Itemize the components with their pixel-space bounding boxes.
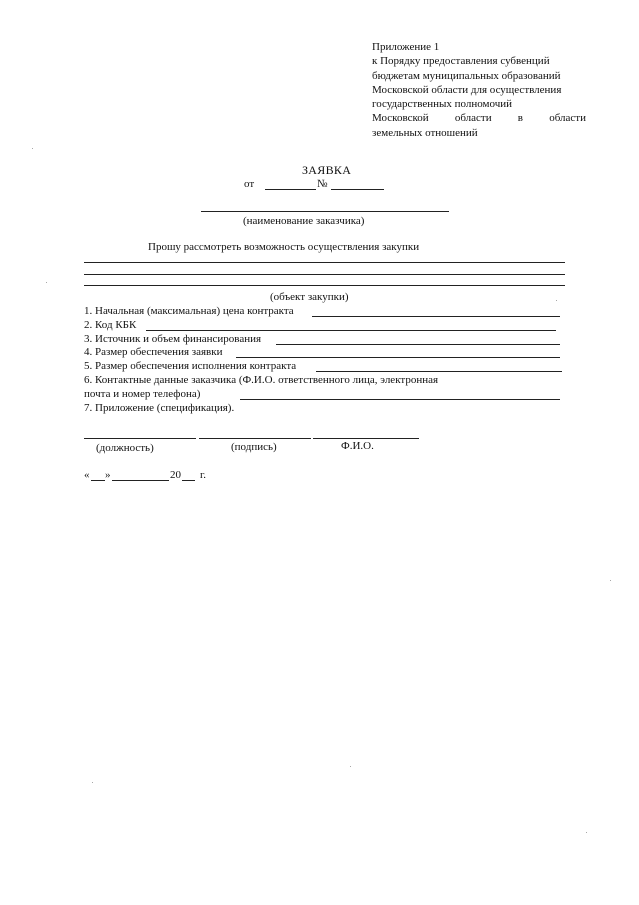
bid-security-line[interactable] [236,357,560,358]
scan-speck [92,782,93,783]
customer-name-line[interactable] [201,211,449,212]
appendix-line-5: государственных полномочий [372,98,513,111]
day-field-line[interactable] [91,480,105,481]
item-initial-price: 1. Начальная (максимальная) цена контракта [84,305,294,317]
object-line-2[interactable] [84,274,565,275]
object-caption: (объект закупки) [270,291,349,303]
item-funding-source: 3. Источник и объем финансирования [84,333,262,345]
appendix-word: в [517,112,523,125]
appendix-word: Московской [372,112,429,125]
contact-details-line[interactable] [240,399,560,400]
item-contact-details-cont: почта и номер телефона) [84,388,201,400]
contract-security-line[interactable] [316,371,562,372]
full-name-line[interactable] [313,438,419,439]
close-quote: » [105,469,111,481]
item-contract-security: 5. Размер обеспечения исполнения контракта [84,360,297,372]
signature-caption: (подпись) [231,441,277,453]
item-contact-details: 6. Контактные данные заказчика (Ф.И.О. ответственного лица, электронная [84,374,439,386]
object-line-1[interactable] [84,262,565,263]
appendix-line-4: Московской области для осуществления [372,83,562,96]
item-bid-security: 4. Размер обеспечения заявки [84,346,223,358]
appendix-line-2: к Порядку предоставления субвенций [372,55,550,68]
item-kbk-code: 2. Код КБК [84,319,137,331]
year-field-line[interactable] [182,480,195,481]
initial-price-line[interactable] [312,316,560,317]
position-caption: (должность) [96,442,154,454]
signature-line[interactable] [199,438,311,439]
request-text: Прошу рассмотреть возможность осуществления закупки [148,241,420,253]
funding-source-line[interactable] [276,344,560,345]
number-label: № [317,178,328,190]
appendix-block [372,40,586,140]
appendix-line-6 [372,111,586,125]
appendix-line-3: бюджетам муниципальных образований [372,69,561,82]
appendix-word: области [549,112,586,125]
document-title: ЗАЯВКА [302,163,352,177]
month-field-line[interactable] [112,480,169,481]
year-suffix: г. [200,469,207,481]
scan-speck [556,300,557,301]
item-attachment: 7. Приложение (спецификация). [84,402,235,414]
number-field-line[interactable] [331,189,384,190]
object-line-3[interactable] [84,285,565,286]
scan-speck [610,580,611,581]
date-field-line[interactable] [265,189,316,190]
kbk-code-line[interactable] [146,330,556,331]
from-label: от [244,178,255,190]
customer-caption: (наименование заказчика) [243,215,365,227]
appendix-line-7: земельных отношений [372,126,478,139]
year-prefix: 20 [170,469,181,481]
appendix-line-1: Приложение 1 [372,41,440,53]
scan-speck [350,766,351,767]
full-name-caption: Ф.И.О. [341,440,374,452]
scan-speck [586,832,587,833]
appendix-word: области [454,112,492,125]
scan-speck [32,148,33,149]
open-quote: « [84,469,90,481]
scan-speck [46,282,47,283]
position-line[interactable] [84,438,196,439]
